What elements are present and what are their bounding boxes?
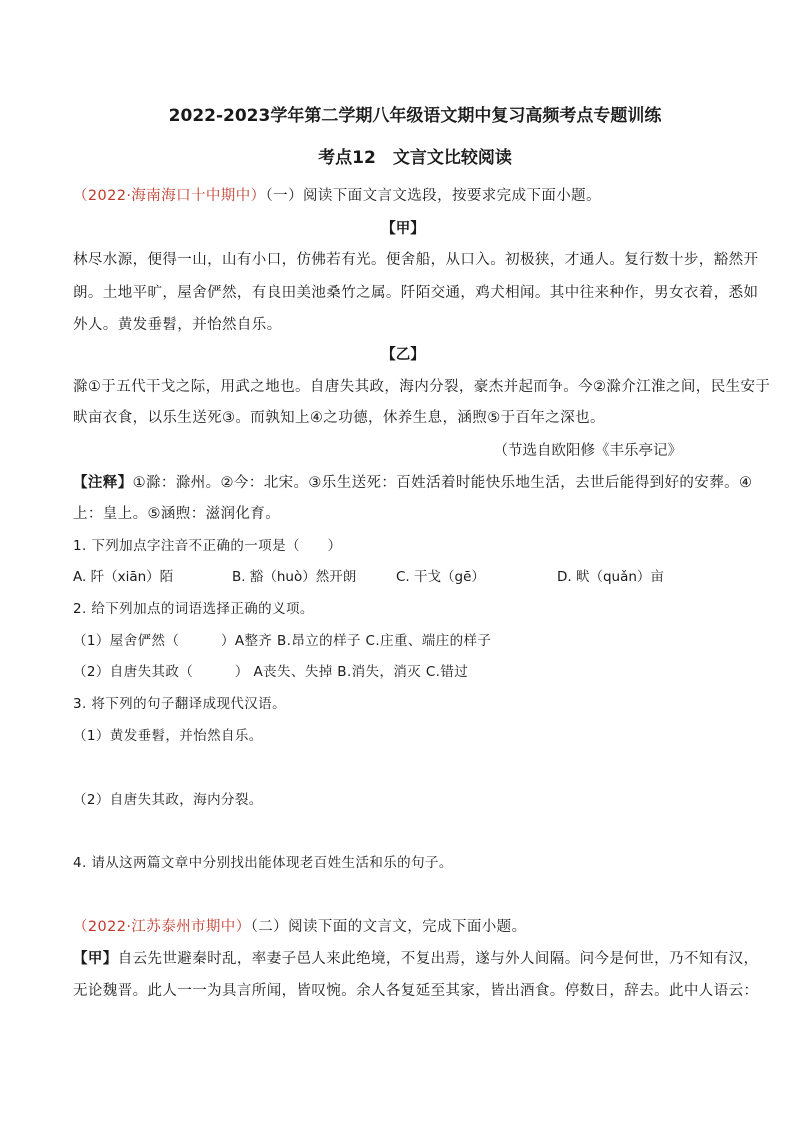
question-3-item: （1）黄发垂髫，并怡然自乐。 [73, 728, 263, 744]
passage-jia-label: 【甲】 [381, 221, 425, 237]
q1-option-b: B. 豁（huò）然开朗 [232, 569, 357, 585]
question-2: 2. 给下列加点的词语选择正确的义项。 [73, 601, 314, 617]
q1-option-a: A. 阡（xiān）陌 [73, 569, 174, 585]
section2-source: （2022·江苏泰州市期中） [73, 919, 251, 935]
section2-intro: （二）阅读下面的文言文，完成下面小题。 [250, 919, 527, 935]
passage-jia-line: 朗。土地平旷，屋舍俨然，有良田美池桑竹之属。阡陌交通，鸡犬相闻。其中往来种作，男女衣着，悉如 [73, 285, 759, 301]
document-title: 2022-2023学年第二学期八年级语文期中复习高频考点专题训练 [168, 106, 662, 126]
passage-jia-line: 林尽水源，便得一山，山有小口，仿佛若有光。便舍船，从口入。初极狭，才通人。复行数十步，豁然开 [73, 252, 759, 268]
passage2-jia-text: 自云先世避秦时乱，率妻子邑人来此绝境，不复出焉，遂与外人间隔。问今是何世，乃不知有汉， [117, 951, 759, 967]
passage-yi-line: 畎亩衣食，以乐生送死③。而孰知上④之功德，休养生息，涵煦⑤于百年之深也。 [73, 410, 605, 426]
passage-yi-line: 滁①于五代干戈之际，用武之地也。自唐失其政，海内分裂，豪杰并起而争。今②滁介江淮之间，民生安于 [73, 379, 771, 395]
notes-label: 【注释】 [73, 475, 133, 491]
question-4: 4. 请从这两篇文章中分别找出能体现老百姓生活和乐的句子。 [73, 855, 453, 871]
passage2-jia-label: 【甲】 [73, 951, 118, 967]
passage-jia-line: 外人。黄发垂髫，并怡然自乐。 [73, 317, 282, 333]
question-2-item: （1）屋舍俨然（ ）A整齐 B.昂立的样子 C.庄重、端庄的样子 [73, 633, 492, 649]
question-2-item: （2）自唐失其政（ ） A丧失、失掉 B.消失，消灭 C.错过 [73, 664, 469, 680]
section2-heading [73, 917, 526, 937]
section1-heading [73, 186, 601, 206]
section1-source: （2022·海南海口十中期中） [73, 188, 266, 204]
section1-intro: （一）阅读下面文言文选段，按要求完成下面小题。 [265, 188, 601, 204]
passage2-jia-line [73, 949, 758, 969]
notes-text: ①滁：滁州。②今：北宋。③乐生送死：百姓活着时能快乐地生活，去世后能得到好的安葬。④ [132, 475, 753, 491]
notes-line [73, 473, 752, 493]
passage-yi-source: （节选自欧阳修《丰乐亭记》 [493, 443, 682, 459]
question-3: 3. 将下列的句子翻译成现代汉语。 [73, 696, 286, 712]
question-1: 1. 下列加点字注音不正确的一项是（ ） [73, 538, 342, 554]
q1-option-c: C. 干戈（gē） [396, 569, 485, 585]
notes-line: 上：皇上。⑤涵煦：滋润化育。 [73, 506, 281, 522]
question-3-item: （2）自唐失其政，海内分裂。 [73, 792, 263, 808]
passage2-jia-line: 无论魏晋。此人一一为具言所闻，皆叹惋。余人各复延至其家，皆出酒食。停数日，辞去。此中人语云： [73, 983, 759, 999]
document-subtitle: 考点12 文言文比较阅读 [318, 148, 512, 168]
q1-option-d: D. 畎（quǎn）亩 [557, 569, 664, 585]
passage-yi-label: 【乙】 [381, 347, 425, 363]
